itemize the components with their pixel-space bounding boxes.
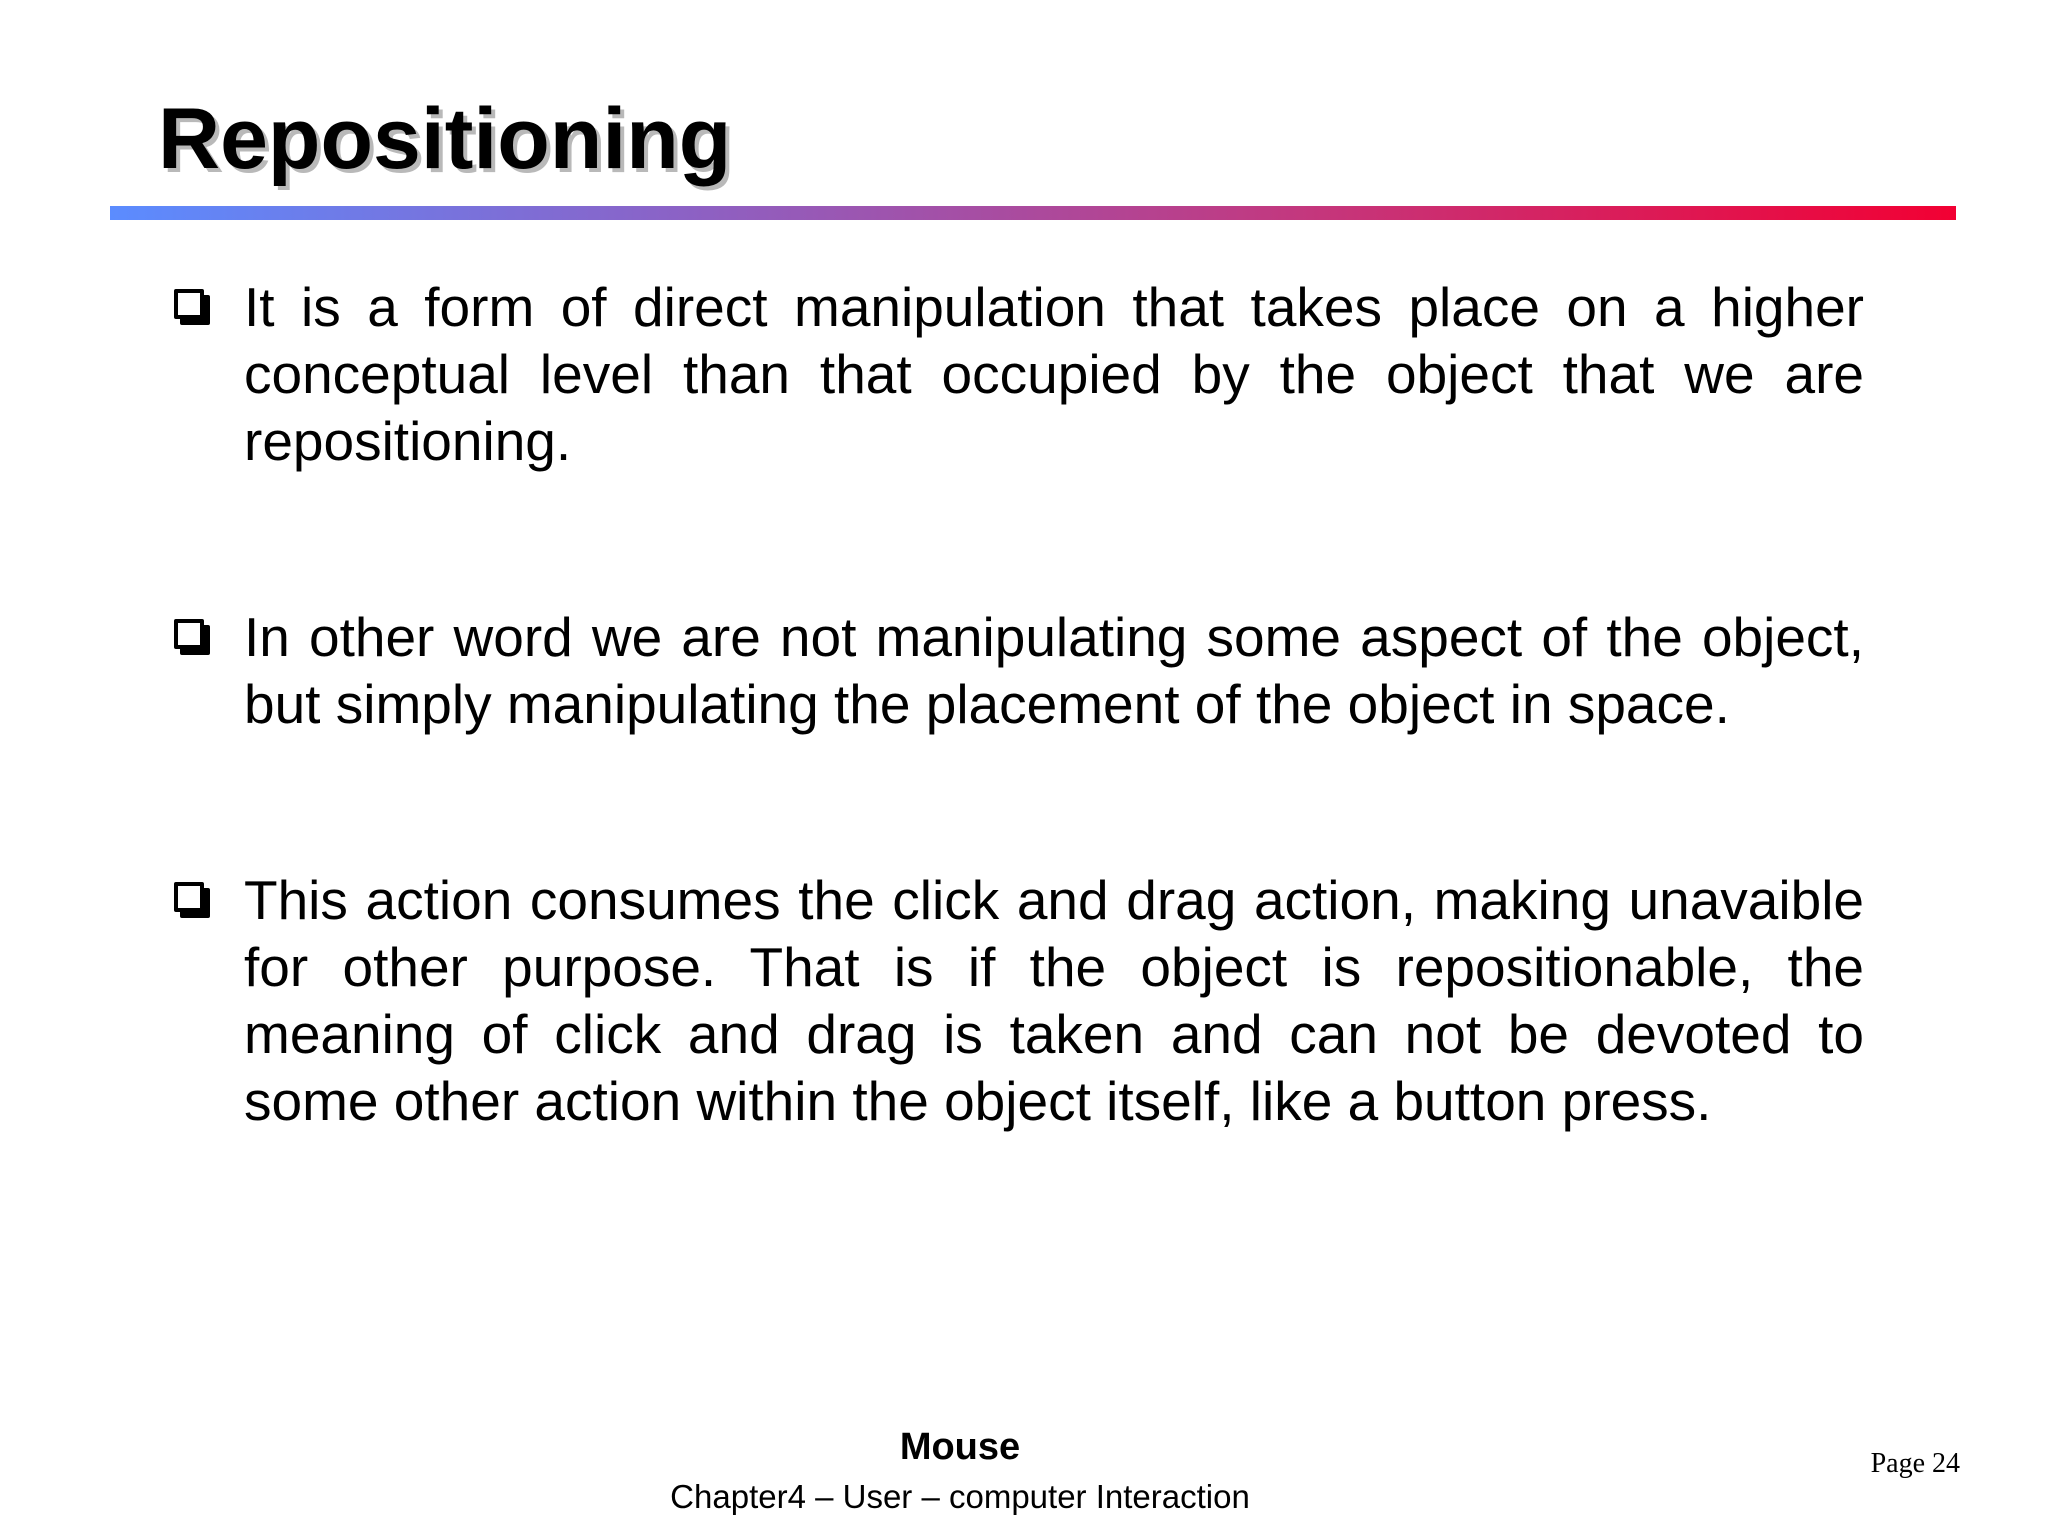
footer-subtitle: Chapter4 – User – computer Interaction (670, 1478, 1250, 1515)
hollow-square-icon (174, 619, 204, 649)
footer-title: Mouse (899, 1426, 1021, 1468)
hollow-square-icon (174, 289, 204, 319)
bullet-text: In other word we are not manipulating some aspect of the object, but simply manipulating the placement of the object in space. (244, 606, 1864, 735)
slide-title: Repositioning (158, 91, 732, 187)
bullet-item (170, 867, 1864, 1135)
bullet-text: This action consumes the click and drag action, making unavaible for other purpose. That is if the object is repositionable, the meaning of click and drag is taken and can not be devoted to some other action within the object itself, like a button press. (244, 869, 1864, 1132)
page-number: Page 24 (1870, 1448, 1960, 1479)
hollow-square-icon (174, 882, 204, 912)
bullet-item (170, 274, 1864, 475)
title-divider (110, 206, 1956, 220)
bullet-list (170, 274, 1864, 1135)
bullet-item (170, 604, 1864, 738)
bullet-text: It is a form of direct manipulation that takes place on a higher conceptual level than that occupied by the object that we are repositioning. (244, 276, 1864, 472)
